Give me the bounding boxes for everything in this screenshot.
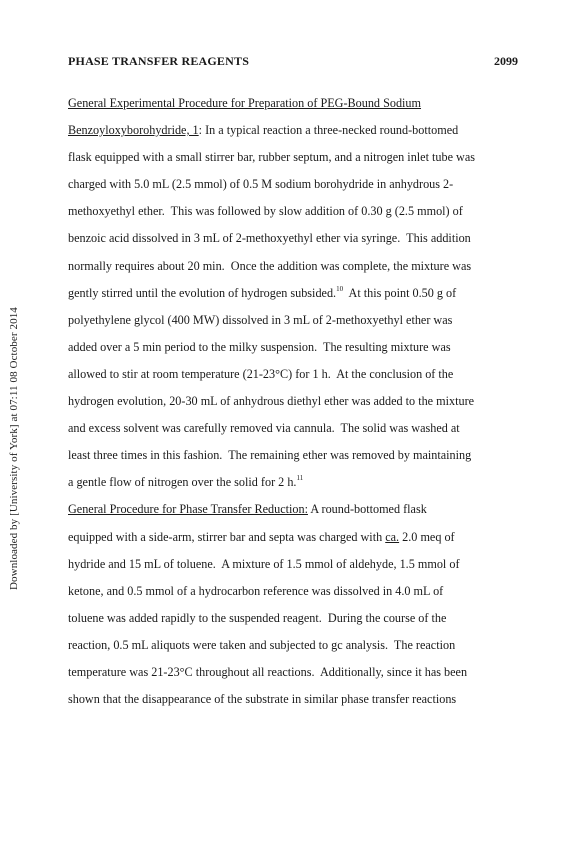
text-line xyxy=(68,578,518,605)
reference-superscript: 11 xyxy=(296,474,304,483)
text-segment: added over a 5 min period to the milky suspension. The resulting mixture was xyxy=(68,339,451,354)
text-segment: A round-bottomed flask xyxy=(307,502,427,517)
underlined-text: ca. xyxy=(385,529,400,544)
text-segment: gently stirred until the evolution of hydrogen subsided. xyxy=(68,285,337,300)
text-segment: At this point 0.50 g of xyxy=(343,285,457,300)
text-line xyxy=(68,117,518,144)
text-segment: and excess solvent was carefully removed via cannula. The solid was washed at xyxy=(68,421,460,436)
page-header xyxy=(68,54,518,70)
text-segment: toluene was added rapidly to the suspended reagent. During the course of the xyxy=(68,610,447,625)
text-line xyxy=(68,307,518,334)
text-line xyxy=(68,469,518,496)
text-line xyxy=(68,90,518,117)
download-watermark-text: Downloaded by [University of York] at 07:11 08 October 2014 xyxy=(8,307,20,590)
text-line xyxy=(68,361,518,388)
text-segment: least three times in this fashion. The remaining ether was removed by maintaining xyxy=(68,448,472,463)
text-line xyxy=(68,253,518,280)
text-segment: ketone, and 0.5 mmol of a hydrocarbon reference was dissolved in 4.0 mL of xyxy=(68,583,444,598)
text-line xyxy=(68,496,518,523)
text-line xyxy=(68,442,518,469)
text-line xyxy=(68,551,518,578)
text-line xyxy=(68,605,518,632)
text-line xyxy=(68,524,518,551)
text-line xyxy=(68,225,518,252)
text-segment: benzoic acid dissolved in 3 mL of 2-methoxyethyl ether via syringe. This addition xyxy=(68,231,471,246)
text-line xyxy=(68,198,518,225)
underlined-text: Benzoyloxyborohydride, 1 xyxy=(68,123,199,138)
text-segment: 2.0 meq of xyxy=(399,529,455,544)
text-segment: hydride and 15 mL of toluene. A mixture of 1.5 mmol of aldehyde, 1.5 mmol of xyxy=(68,556,460,571)
page-number: 2099 xyxy=(494,54,518,68)
text-segment: allowed to stir at room temperature (21-23°C) for 1 h. At the conclusion of the xyxy=(68,366,454,381)
body-text xyxy=(68,90,518,713)
text-line xyxy=(68,144,518,171)
text-line xyxy=(68,280,518,307)
download-watermark xyxy=(8,170,24,590)
text-segment: shown that the disappearance of the substrate in similar phase transfer reactions xyxy=(68,692,457,707)
reference-superscript: 10 xyxy=(336,284,344,293)
text-line xyxy=(68,334,518,361)
text-segment: hydrogen evolution, 20-30 mL of anhydrous diethyl ether was added to the mixture xyxy=(68,394,475,409)
text-segment: normally requires about 20 min. Once the addition was complete, the mixture was xyxy=(68,258,472,273)
text-segment: flask equipped with a small stirrer bar, rubber septum, and a nitrogen inlet tube was xyxy=(68,150,476,165)
text-line xyxy=(68,171,518,198)
text-segment: reaction, 0.5 mL aliquots were taken and subjected to gc analysis. The reaction xyxy=(68,637,456,652)
text-segment: methoxyethyl ether. This was followed by slow addition of 0.30 g (2.5 mmol) of xyxy=(68,204,463,219)
text-segment: charged with 5.0 mL (2.5 mmol) of 0.5 M sodium borohydride in anhydrous 2- xyxy=(68,177,454,192)
text-segment: polyethylene glycol (400 MW) dissolved in 3 mL of 2-methoxyethyl ether was xyxy=(68,312,453,327)
text-line xyxy=(68,632,518,659)
text-line xyxy=(68,415,518,442)
text-segment: temperature was 21-23°C throughout all reactions. Additionally, since it has been xyxy=(68,664,468,679)
running-title: PHASE TRANSFER REAGENTS xyxy=(68,54,250,68)
text-segment: a gentle flow of nitrogen over the solid for 2 h. xyxy=(68,475,297,490)
text-segment: equipped with a side-arm, stirrer bar and septa was charged with xyxy=(68,529,386,544)
text-segment: : In a typical reaction a three-necked round-bottomed xyxy=(198,123,459,138)
text-line xyxy=(68,388,518,415)
text-line xyxy=(68,659,518,686)
underlined-text: General Procedure for Phase Transfer Reduction: xyxy=(68,502,308,517)
underlined-text: General Experimental Procedure for Preparation of PEG-Bound Sodium xyxy=(68,96,422,110)
text-line xyxy=(68,686,518,713)
